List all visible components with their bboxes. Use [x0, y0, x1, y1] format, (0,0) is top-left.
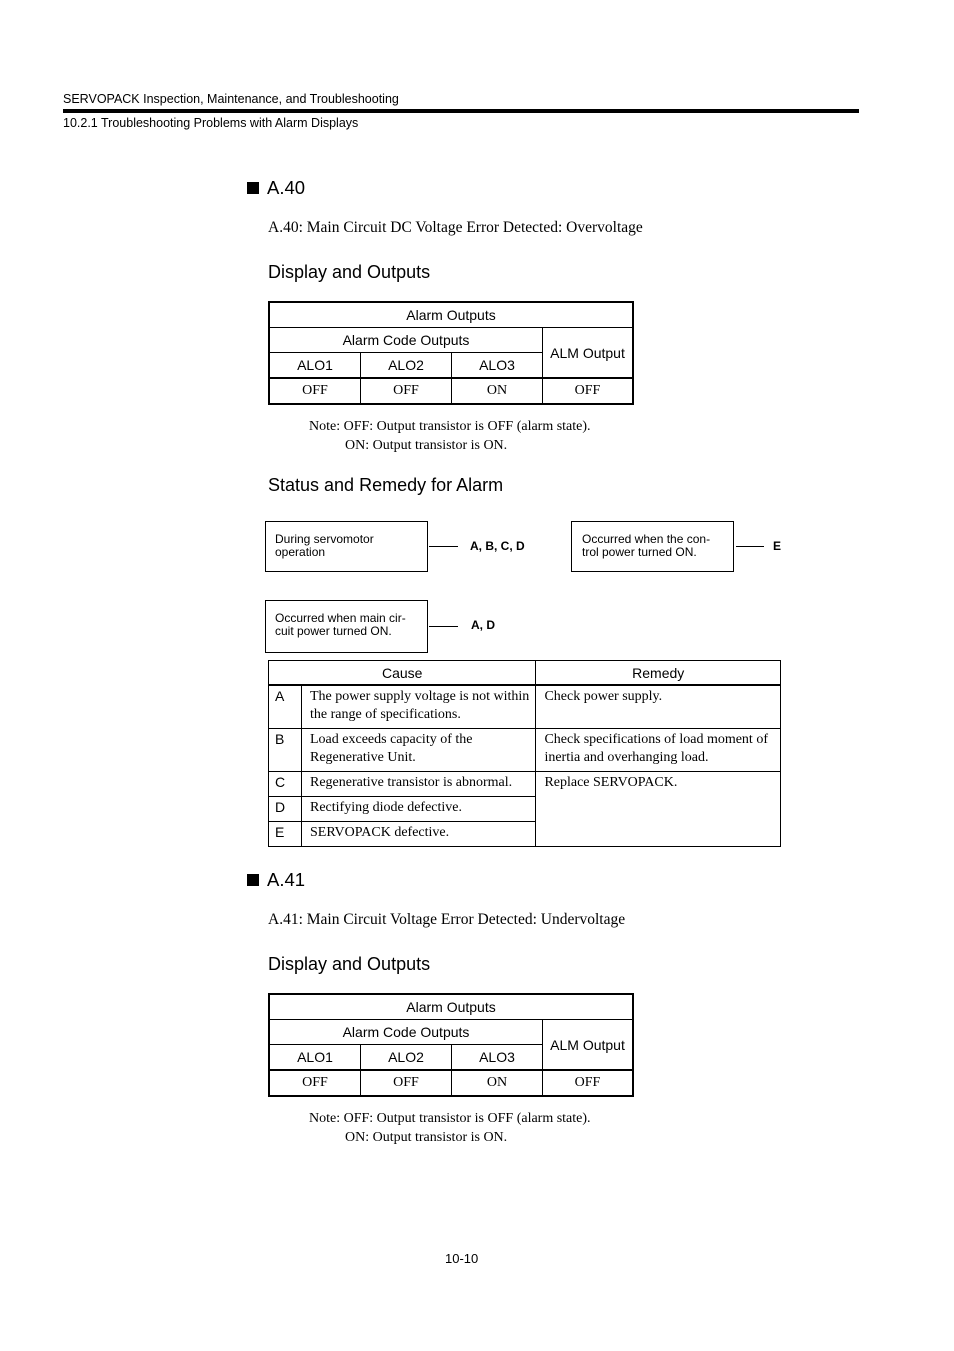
alarm-outputs-header: Alarm Outputs: [269, 994, 633, 1020]
a40-note-line1: Note: OFF: Output transistor is OFF (alarm state).: [309, 419, 591, 434]
a41-description: A.41: Main Circuit Voltage Error Detected: Undervoltage: [268, 911, 626, 928]
alo3-header: ALO3: [452, 353, 543, 379]
cause-text: Rectifying diode defective.: [302, 797, 536, 822]
a40-heading: [247, 177, 305, 199]
remedy-text: Replace SERVOPACK.: [536, 772, 781, 847]
remedy-text: Check power supply.: [536, 685, 781, 729]
a41-outputs-table: [268, 993, 634, 1097]
condition-text-line2: trol power turned ON.: [582, 545, 697, 559]
alo1-header: ALO1: [269, 1045, 361, 1071]
condition-text-line2: operation: [275, 545, 326, 559]
cause-header: Cause: [269, 661, 536, 686]
alo2-header: ALO2: [361, 353, 452, 379]
alo2-value: OFF: [361, 378, 452, 404]
condition-box-control-power-on: [571, 521, 734, 572]
alo3-value: ON: [452, 378, 543, 404]
table-row: [269, 729, 781, 772]
condition-causes-label: E: [773, 539, 782, 553]
chapter-header: SERVOPACK Inspection, Maintenance, and Troubleshooting: [63, 92, 399, 106]
condition-text-line1: Occurred when the con-: [582, 532, 711, 546]
a40-title: A.40: [267, 177, 306, 198]
a40-description: A.40: Main Circuit DC Voltage Error Detected: Overvoltage: [268, 219, 643, 236]
a41-heading: [247, 869, 305, 891]
alarm-code-outputs-header: Alarm Code Outputs: [269, 328, 543, 353]
cause-letter: D: [269, 797, 302, 822]
alm-value: OFF: [543, 378, 634, 404]
page-number: 10-10: [445, 1251, 479, 1266]
condition-box-main-circuit-power-on: [265, 600, 428, 653]
connector-line: [736, 546, 764, 547]
cause-letter: E: [269, 822, 302, 847]
cause-letter: C: [269, 772, 302, 797]
table-row: [269, 772, 781, 797]
alo2-value: OFF: [361, 1070, 452, 1096]
cause-remedy-table: [268, 660, 781, 847]
cause-text: SERVOPACK defective.: [302, 822, 536, 847]
a40-display-heading: Display and Outputs: [268, 262, 431, 282]
cause-text: The power supply voltage is not within the range of specifications.: [302, 685, 536, 729]
alm-output-header: ALM Output: [543, 1020, 634, 1071]
a41-title: A.41: [267, 869, 306, 890]
alo1-value: OFF: [269, 378, 361, 404]
alo1-value: OFF: [269, 1070, 361, 1096]
alarm-outputs-header: Alarm Outputs: [269, 302, 633, 328]
cause-letter: B: [269, 729, 302, 772]
alarm-code-outputs-header: Alarm Code Outputs: [269, 1020, 543, 1045]
condition-causes-label: A, B, C, D: [470, 539, 525, 553]
a41-note-line1: Note: OFF: Output transistor is OFF (alarm state).: [309, 1111, 591, 1126]
a40-outputs-table: [268, 301, 634, 405]
cause-text: Regenerative transistor is abnormal.: [302, 772, 536, 797]
section-header: 10.2.1 Troubleshooting Problems with Alarm Displays: [63, 116, 359, 130]
alo1-header: ALO1: [269, 353, 361, 379]
remedy-text: Check specifications of load moment of inertia and overhanging load.: [536, 729, 781, 772]
connector-line: [429, 626, 458, 627]
condition-causes-label: A, D: [471, 618, 495, 632]
alo2-header: ALO2: [361, 1045, 452, 1071]
a41-display-heading: Display and Outputs: [268, 954, 431, 974]
table-row: [269, 685, 781, 729]
bullet-square-icon: [247, 182, 259, 194]
a41-note-line2: ON: Output transistor is ON.: [345, 1130, 508, 1145]
alm-value: OFF: [543, 1070, 634, 1096]
connector-line: [429, 546, 458, 547]
alo3-value: ON: [452, 1070, 543, 1096]
alm-output-header: ALM Output: [543, 328, 634, 379]
cause-text: Load exceeds capacity of the Regenerative Unit.: [302, 729, 536, 772]
a40-status-heading: Status and Remedy for Alarm: [268, 475, 504, 495]
alo3-header: ALO3: [452, 1045, 543, 1071]
a40-note-line2: ON: Output transistor is ON.: [345, 438, 508, 453]
cause-letter: A: [269, 685, 302, 729]
condition-text-line1: During servomotor: [275, 532, 374, 546]
bullet-square-icon: [247, 874, 259, 886]
condition-text-line2: cuit power turned ON.: [275, 624, 392, 638]
remedy-header: Remedy: [536, 661, 781, 686]
header-rule: [63, 109, 859, 113]
condition-box-servomotor-operation: [265, 521, 428, 572]
condition-text-line1: Occurred when main cir-: [275, 611, 406, 625]
